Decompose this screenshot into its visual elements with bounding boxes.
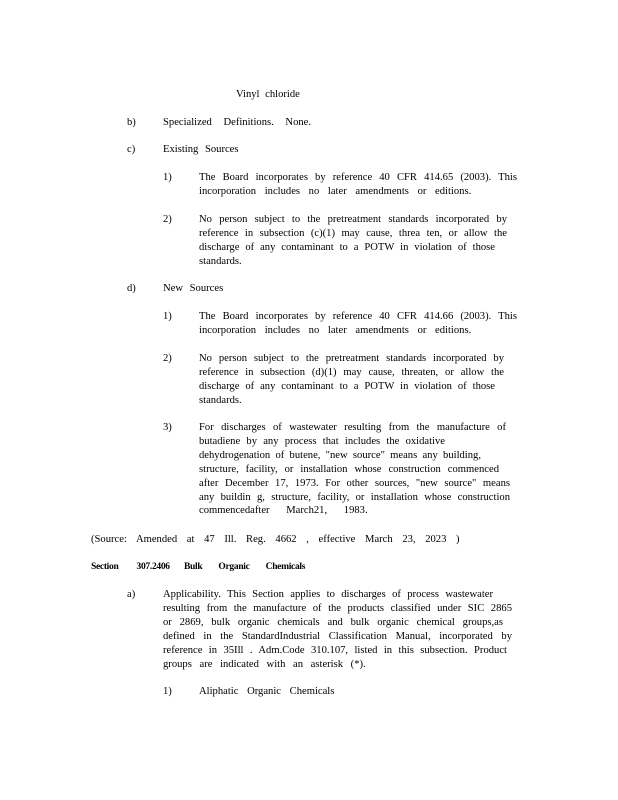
vinyl-chloride-line: Vinyl chloride [236,89,300,100]
subsection-d-heading: New Sources [163,283,224,294]
paragraph: No person subject to the pretreatment standards incorporated by reference in subsection (d)(1) may cause, threaten, or allow the discharge of any contaminant to a POTW in violation of those standards. [199,353,504,406]
subsection-c-heading: Existing Sources [163,144,239,155]
paragraph: No person subject to the pretreatment standards incorporated by reference in subsection (c)(1) may cause, threa ten, or allow the discharge of any contaminant to a POTW in violation of those standards. [199,214,507,267]
subsection-b-label: b) [127,117,136,128]
item-label: 1) [163,172,172,183]
subsection-b-text: Specialized Definitions. None. [163,117,312,128]
section-number: Section 307.2406 [91,562,170,572]
subsection-d-label: d) [127,283,136,294]
item-label: 2) [163,353,172,364]
section-title: Bulk Organic Chemicals [184,562,306,572]
item-label: 1) [163,311,172,322]
paragraph: The Board incorporates by reference 40 CFR 414.65 (2003). This incorporation includes no later amendments or editions. [199,172,517,197]
item-label: 2) [163,214,172,225]
aliphatic-heading: Aliphatic Organic Chemicals [199,686,335,697]
paragraph: For discharges of wastewater resulting from the manufacture of butadiene by any process that includes the oxidative dehydrogenation of butene, "new source" means any building, structure, facility, or installation whose construction commenced after December 17, 1973. For other sources, "new source" means any buildin g, structure, facility, or installation whose construction commencedafter March21, 1983. [199,422,510,517]
subsection-c-label: c) [127,144,136,155]
applicability-paragraph: Applicability. This Section applies to discharges of process wastewater resulting from the manufacture of the products classified under SIC 2865 or 2869, bulk organic chemicals and bulk organic chemical groups,as defined in the StandardIndustrial Classification Manual, incorporated by reference in 35Ill . Adm.Code 310.107, listed in this subsection. Product groups are indicated with an asterisk (*). [163,589,512,670]
subsection-a-label: a) [127,589,136,600]
source-note: (Source: Amended at 47 Ill. Reg. 4662 , effective March 23, 2023 ) [91,534,460,545]
paragraph: The Board incorporates by reference 40 CFR 414.66 (2003). This incorporation includes no later amendments or editions. [199,311,517,336]
item-label: 1) [163,686,172,697]
item-label: 3) [163,422,172,433]
